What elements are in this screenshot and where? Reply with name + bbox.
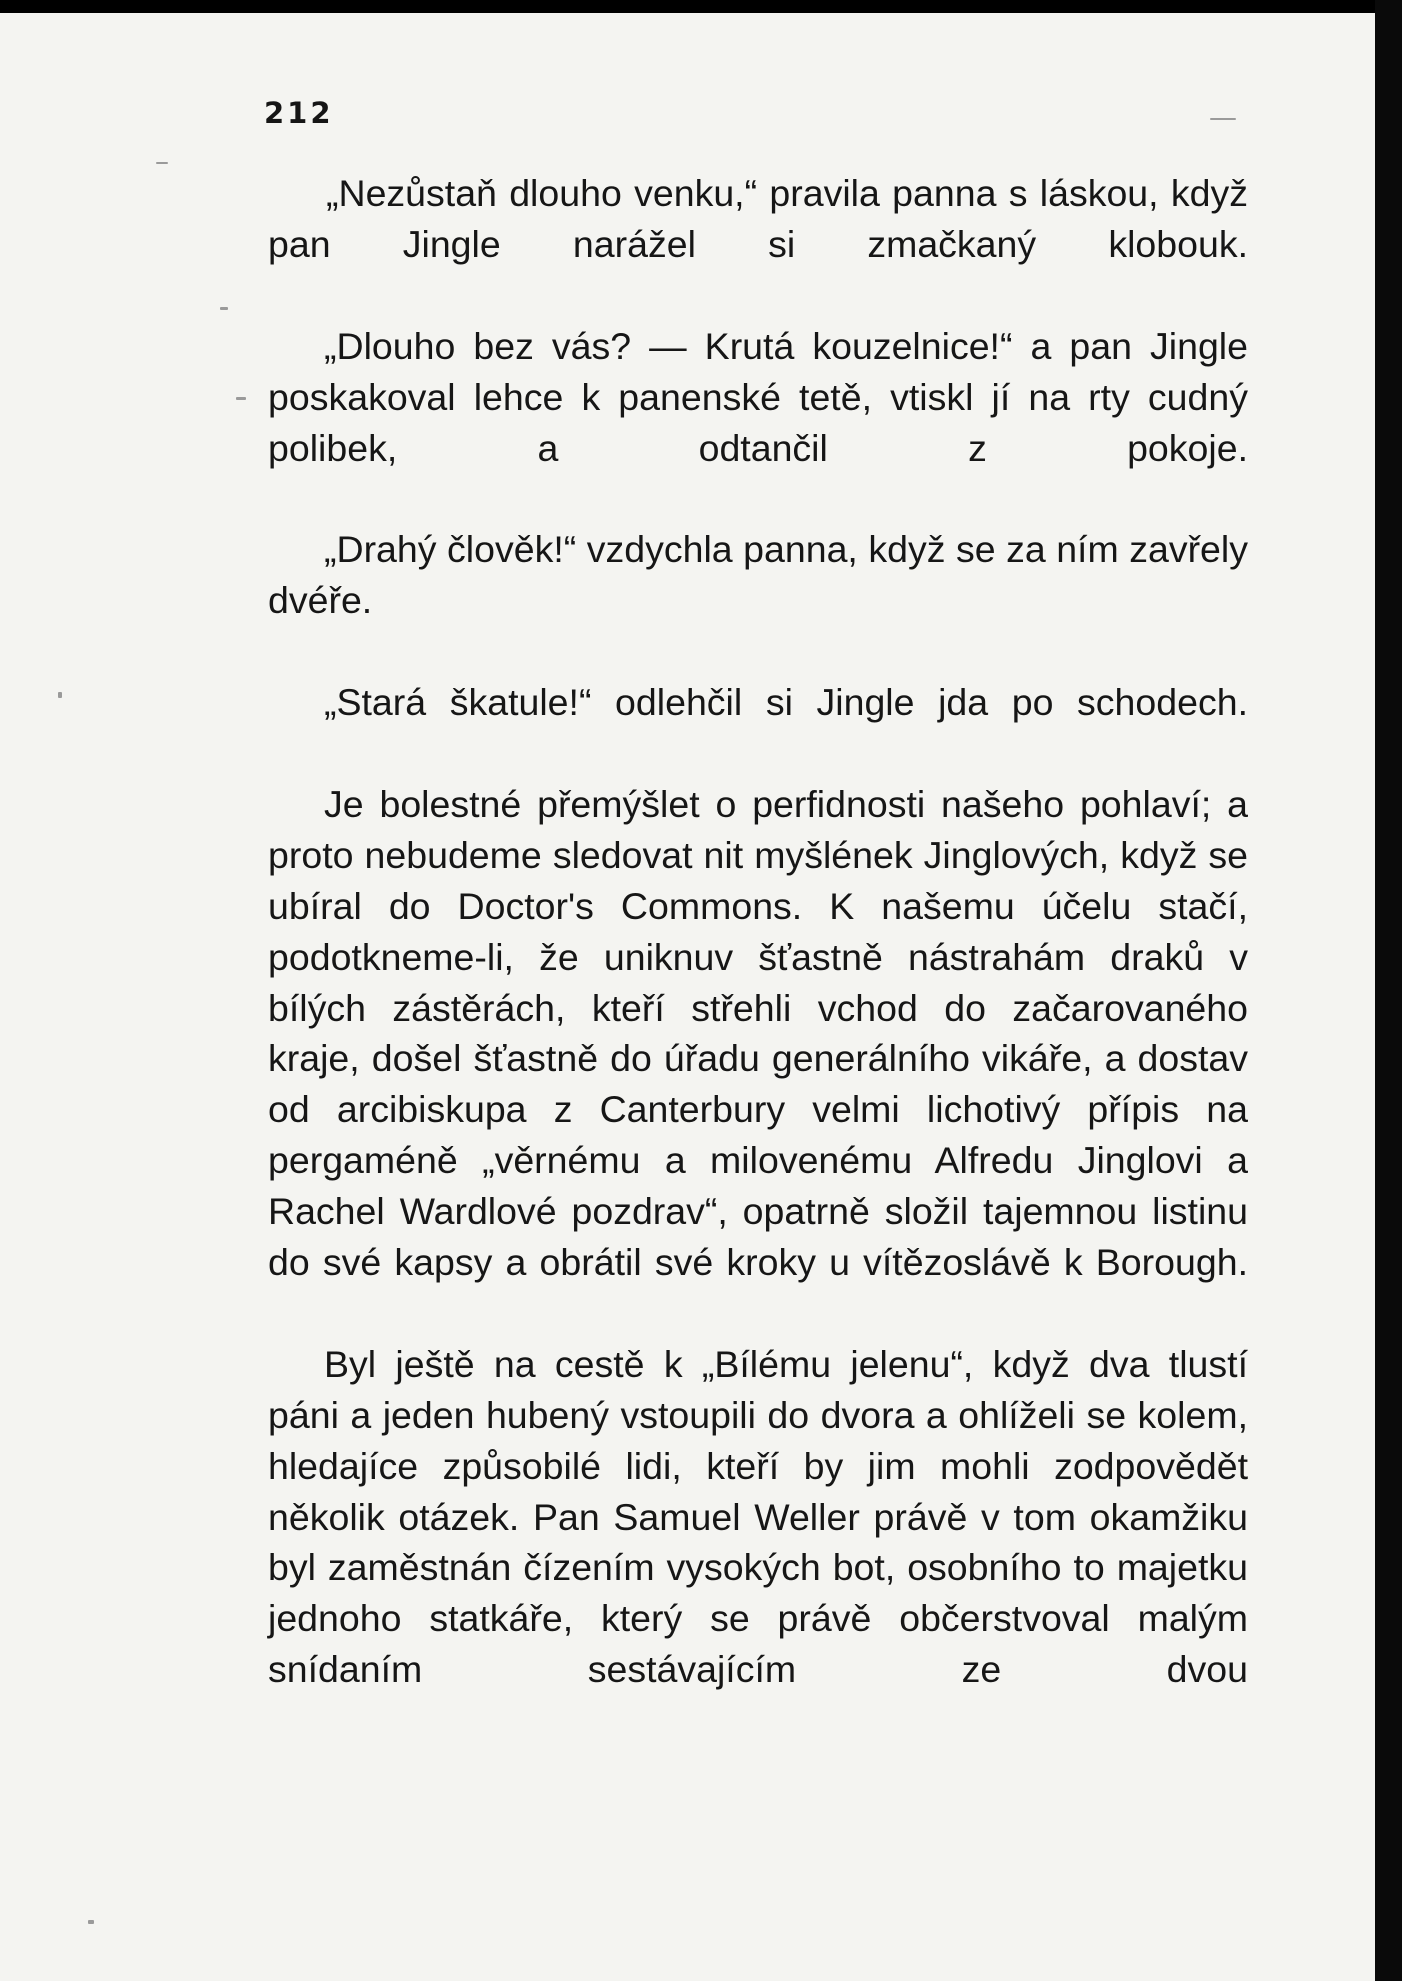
paragraph: „Dlouho bez vás? — Krutá kouzelnice!“ a pan Jingle poskakoval lehce k panenské tetě, vtiskl jí na rty cudný polibek, a odtančil z pokoje.	[268, 324, 1248, 469]
paragraph: „Nezůstaň dlouho venku,“ pravila panna s láskou, když pan Jingle narážel si zmačkaný klobouk.	[268, 172, 1248, 265]
paper-speck	[156, 162, 168, 164]
paper-speck	[1210, 118, 1236, 120]
paper-speck	[88, 1920, 94, 1924]
binding-knot	[1377, 140, 1393, 166]
paragraph: „Drahý člověk!“ vzdychla panna, když se za ním zavřely dvéře.	[268, 528, 1248, 622]
paper-speck	[236, 397, 246, 400]
binding-knot	[1377, 1007, 1393, 1033]
paragraph: Je bolestné přemýšlet o perfidnosti našeho pohlaví; a proto nebudeme sledovat nit myšlének Jinglových, když se ubíral do Doctor's Commons. K našemu účelu stačí, podotkneme-li, že uniknuv šťastně nástrahám draků v bílých zástěrách, kteří střehli vchod do začarovaného kraje, došel šťastně do úřadu generálního vikáře, a dostav od arcibiskupa z Canterbury velmi lichotivý přípis na pergaméně „věrnému a milovenému Alfredu Jinglovi a Rachel Wardlové pozdrav“, opatrně složil tajemnou listinu do své kapsy a obrátil své kroky u vítězoslávě k Borough.	[268, 782, 1248, 1284]
paper-speck	[220, 307, 228, 310]
binding-knot	[1377, 1492, 1393, 1518]
paragraph: „Stará škatule!“ odlehčil si Jingle jda po schodech.	[324, 681, 1248, 724]
binding-knot	[1377, 1870, 1393, 1896]
binding-knot	[1377, 497, 1393, 523]
book-binding	[1375, 0, 1402, 1981]
page-number: 212	[264, 96, 334, 130]
paper-speck	[58, 692, 62, 698]
paragraph: Byl ještě na cestě k „Bílému jelenu“, když dva tlustí páni a jeden hubený vstoupili do dvora a ohlíželi se kolem, hledajíce způsobilé lidi, kteří by jim mohli zodpovědět několik otázek. Pan Samuel Weller právě v tom okamžiku byl zaměstnán čízením vysokých bot, osobního to majetku jednoho statkáře, který se právě občerstvoval malým snídaním sestávajícím ze dvou	[268, 1342, 1248, 1691]
text-body	[268, 168, 1248, 1746]
